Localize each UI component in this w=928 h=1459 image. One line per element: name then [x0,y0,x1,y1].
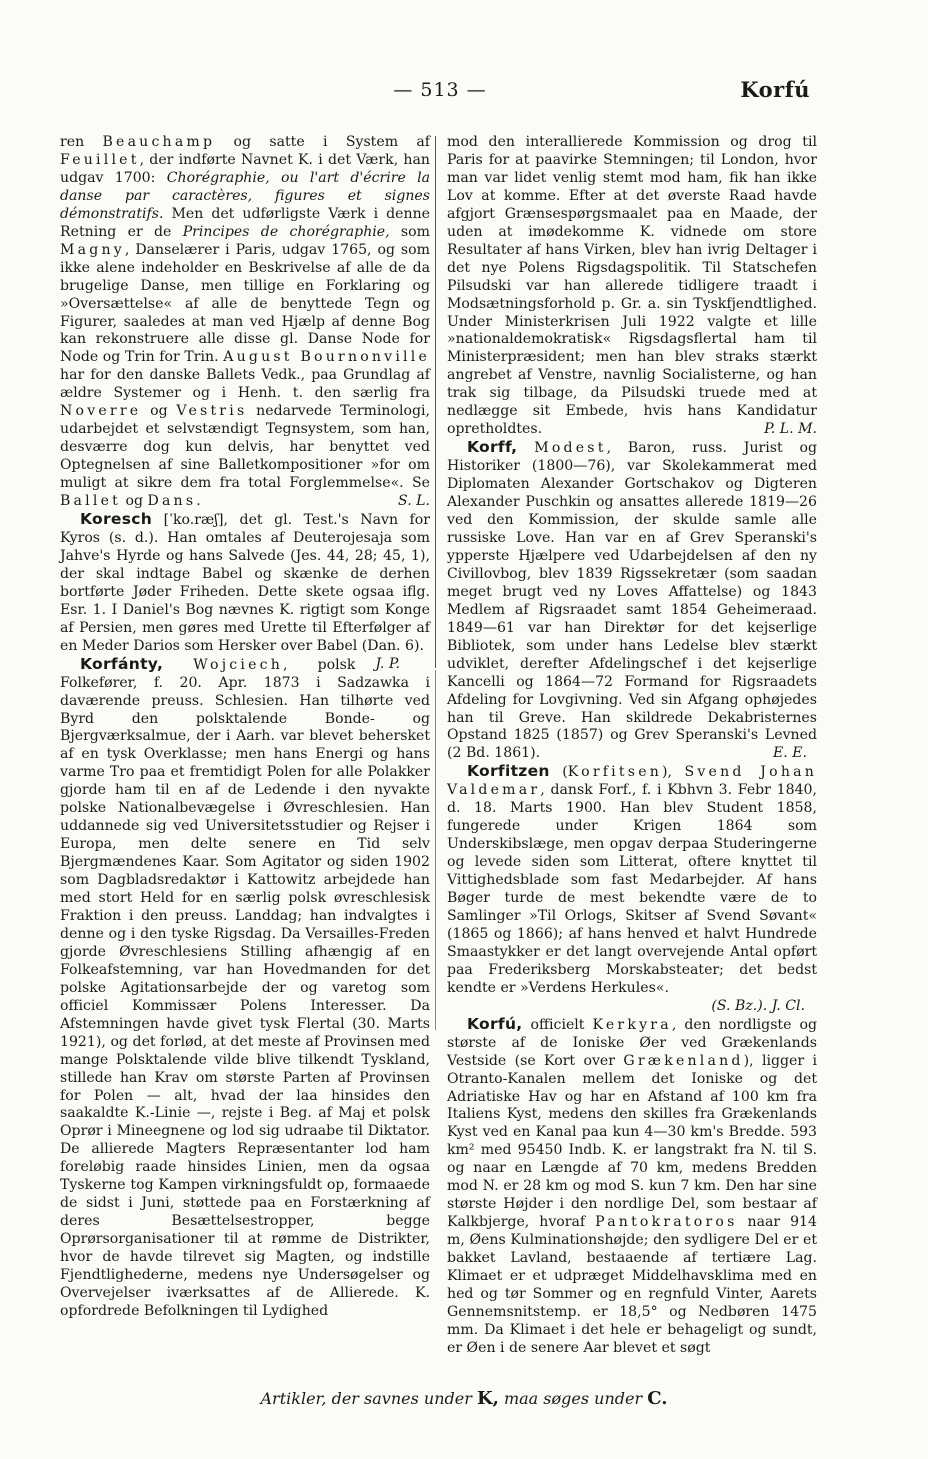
entry-text-run: . [196,493,201,510]
entry-text-run [163,657,193,673]
footer-note [0,1388,928,1409]
entry-continuation-korfanty [447,134,817,439]
entry-korfanty [60,656,430,1321]
entry-text-run: og [120,493,148,510]
footer-text-a: Artikler, der savnes under [260,1389,477,1408]
entry-text [447,440,817,761]
entry-text-run: og satte i System af [215,134,430,150]
entry-text-run: Men det udførligste Værk i denne Retning er de [60,205,430,240]
entry-korfitzen [447,763,817,997]
entry-text-run: , dansk Forf., f. i Kbhvn 3. Febr 1840, d. 18. Marts 1900. Han blev Student 1858, fungerede under Krigen 1864 som Underskibslæge, men opgav derpaa Studeringerne og levede siden som Litterat, oftere knyttet til Vittighedsblade som fast Medarbejder. Af hans Bøger turde de mest bekendte være de to Samlinger »Til Orlogs, Skitser af Svend Søvant« (1865 og 1866); af hans henved et halvt Hundrede Smaastykker er det langt overvejende Antal opført paa Frederiksberg Morskabsteater; det bedst kendte er »Verdens Herkules«. [447,782,817,996]
footer-letter-k: K, [476,1388,499,1409]
entry-text-run: officielt [522,1016,593,1033]
entry-text-run: , Baron, russ. Jurist og Historiker (1800—76), var Skolekammerat med Diplomaten Alexander Gortschakov og Digteren Alexander Puschkin og ansattes allerede 1819—26 ved den Kommission, der skulde samle alle russiske Love. Han var en af Grev Speranski's ypperste Hjælpere ved Udarbejdelsen af den ny Civillovbog, blev 1839 Rigssekretær (som saadan meget brugt ved ny Loves Affattelse) og 1843 Medlem af Rigsraadet samt 1854 Geheimeraad. 1849—61 var han Direktør for det kejserlige Bibliotek, som under hans Ledelse blev stærkt udviklet, derefter Afdelingschef i det kejserlige Kancelli og 1864—72 Formand for Rigsraadets Afdeling for Lovgivning. Ved sin Afgang ophøjedes han til Greve. Han skildrede Dekabristernes Opstand 1825 (1857) og Grev Speranski's Levned (2 Bd. 1861). [447,440,817,762]
left-column [60,134,430,1321]
spaced-name: Modest [534,440,607,457]
entry-text-run: som [389,223,431,240]
italic-title: Chorégraphie, ou l'art d'écrire la danse par caractères, figures et signes démonstratifs. [60,169,431,222]
spaced-name: Beauchamp [102,134,216,150]
entry-text-run: ren [60,134,103,150]
column-divider-lower [435,670,436,1030]
spaced-name: Korfitsen [567,764,663,781]
spaced-name: Noverre [60,403,142,420]
running-head: Korfú [740,77,810,102]
entry-text-run: har for den danske Ballets Vedk., paa Grundlag af ældre Systemer og i Henh. t. den særlig fra [60,367,430,402]
entry-text-run: ( [549,764,568,781]
entry-headword: Korfú, [467,1014,523,1033]
entry-text-run: ), [662,764,685,781]
spaced-name: Svend Johan Valdemar [447,764,818,799]
entry-signature: (S. Bz.). J. Cl. [711,997,805,1014]
entry-text-run: [ˈko.ræʃ], det gl. Test.'s Navn for Kyros (s. d.). Han omtales af Deuterojesaja som Jahve's Hyrde og hans Salvede (Jes. 44, 28; 45, 1), der skal indtage Babel og skænke de derhen bortførte Jøder Friheden. Dette skete ogsaa iflg. Esr. 1. I Daniel's Bog nævnes K. rigtigt som Konge af Persien, men gøres med Urette til Efterfølger af en Meder Darios som Hersker over Babel (Dan. 6). [60,512,430,654]
entry-signature: E. E. [772,745,807,762]
entry-korff [447,439,817,763]
entry-text-run: og [141,403,177,420]
entry-text [60,512,430,654]
entry-text-run: ), ligger i Otranto-Kanalen mellem det Ioniske og det Adriatiske Hav og har en Afstand af 100 km fra Italiens Kyst, medens den skilles fra Grækenlands Kyst ved en Kanal paa kun 4—30 km's Bredde. 593 km² med 95450 Indb. K. er langstrakt fra N. til S. og naar en Længde af 70 km, medens Bredden mod N. er 28 km og mod S. kun 7 km. Den har sine største Højder i den nordlige Del, som bestaar af Kalkbjerge, hvoraf [447,1052,817,1231]
entry-text [447,764,817,995]
page-number: — 513 — [393,79,487,101]
spaced-name: Dans [147,493,197,510]
spaced-name: Pantokratoros [595,1214,738,1231]
entry-text [60,654,430,1319]
spaced-name: Vestris [176,403,248,420]
entry-text-run: naar 914 m, Øens Kulminationshøjde; den sydligere Del er et bakket Lavland, bestaaende af tertiære Lag. Klimaet er et udpræget Middelhavsklima med en hed og tør Sommer og en regnfuld Vinter, Aarets Gennemsnitstemp. er 18,5° og Nedbøren 1475 mm. Da Klimaet i det hele er behageligt og sundt, er Øen i de senere Aar blevet et søgt [447,1214,817,1356]
italic-title: Principes de chorégraphie, [182,223,390,240]
entry-korfu [447,1016,817,1358]
right-column [447,134,817,1358]
entry-text [447,134,817,437]
entry-text [60,134,430,509]
spaced-name: Ballet [60,493,121,510]
footer-text-b: maa søges under [498,1389,648,1408]
entry-text-run: , der indførte Navnet K. i det Værk, han udgav 1700: [60,151,430,186]
entry-signature: J. P. [375,655,400,672]
spaced-name: Kerkyra [592,1016,672,1033]
entry-signature: P. L. M. [764,421,817,438]
entry-text-run: , den nordligste og største af de Ioniske Øer ved Grækenlands Vestside (se Kort over [447,1016,817,1069]
spaced-name: Magny [60,241,125,258]
entry-text-run [517,440,534,456]
spaced-name: Wojciech [193,656,283,673]
entry-text-run: mod den interallierede Kommission og drog til Paris for at paavirke Stemningen; til London, hvor man var lidet venlig stemt mod ham, fik han ikke Lov at komme. Efter at det øverste Raad havde afgjort Grænsespørgsmaalet paa en Maade, der uden at imødekomme K. vidnede om store Resultater af hans Virken, blev han ivrig Deltager i det nye Polens Rigsdagspolitik. Til Statschefen Pilsudski var han allerede tidligere traadt i Modsætningsforhold p. Gr. a. sin Tyskfjendtlighed. Under Ministerkrisen Juli 1922 valgte et lille »nationaldemokratisk« Rigsdagsflertal ham til Ministerpræsident; men han blev straks stærkt angrebet af Venstre, navnlig Socialisterne, og han trak sig tilbage, da Pilsudski truede med at nedlægge sit Embede, hvis hans Kandidatur opretholdtes. [447,134,817,438]
spaced-name: August Bournonville [223,349,431,366]
entry-headword: Korfánty, [80,654,164,673]
entry-text [447,1014,817,1356]
entry-signature: S. L. [398,493,430,510]
spaced-name: Feuillet [60,151,140,168]
entry-headword: Koresch [80,510,153,529]
spaced-name: Grækenland [623,1052,744,1069]
entry-headword: Korfitzen [467,762,550,781]
entry-text-run: , polsk Folkefører, f. 20. Apr. 1873 i Sadzawka i daværende preuss. Schlesien. Han tilhørte ved Byrd den polsktalende Bonde- og Bjergværksalmue, der i Aarh. var blevet behersket af en tysk Overklasse; men hans Energi og hans varme Tro paa et fremtidigt Polen for alle Polakker gjorde ham til en af de Ledende i den nyvakte polske Nationalbevægelse i Øvreschlesien. Han uddannede sig ved Universitetsstudier og Rejser i Europa, men delte senere en Tid selv Bjergmændenes Kaar. Som Agitator og siden 1902 som Dagbladsredaktør i Kattowitz arbejdede han med stort Held for en særlig polsk øvreschlesisk Fraktion i den preuss. Landdag; han indvalgtes i denne og i den tyske Rigsdag. Da Versailles-Freden gjorde Øvreschlesiens Stilling afhængig af en Folkeafstemning, var han Hovedmanden for det polske Agitationsarbejde der og varetog som officiel Kommissær Polens Interesser. Da Afstemningen havde givet tysk Flertal (30. Marts 1921), og det forlød, at det meste af Provinsen med mange Polsktalende vilde blive tilkendt Tyskland, stillede han Krav om største Parten af Provinsen for Polen — alt, hvad der laa hinsides den saakaldte K.-Linie —, rejste i Beg. af Maj et polsk Oprør i Mineegnene og lod sig udraabe til Diktator. De allierede Magters Repræsentanter lod ham foreløbig raade hinsides Linien, men da ogsaa Tyskerne tog Kampen virkningsfuldt op, formaaede de sidst i Juni, støttede paa en Forstærkning af deres Besættelsestropper, begge Oprørsorganisationer til at rømme de Distrikter, hvor de havde tilrevet sig Magten, og indstille Fjendtlighederne, medens nye Undersøgelser og Overvejelser iværksattes af de Allierede. K. opfordrede Befolkningen til Lydighed [60,656,430,1319]
entry-headword: Korff, [467,438,518,457]
footer-letter-c: C. [647,1388,668,1409]
entry-continuation-koreografi [60,134,430,511]
entry-text-run: , Danselærer i Paris, udgav 1765, og som ikke alene indeholder en Beskrivelse af alle de da brugelige Danse, men tillige en Forklaring og »Oversættelse« af alle de benyttede Tegn og Figurer, saaledes at man ved Hjælp af denne Bog kan rekonstruere alle disse gl. Danse Node for Node og Trin for Trin. [60,241,430,366]
column-divider [435,136,436,668]
entry-text-run: nedarvede Terminologi, udarbejdet et selvstændigt Tegnsystem, som han, desværre dog kun delvis, har benyttet ved Optegnelsen af sine Balletkompositioner »for om muligt at sikre dem fra total Forglemmelse«. Se [60,403,430,492]
entry-signature-korfitzen [447,998,805,1016]
